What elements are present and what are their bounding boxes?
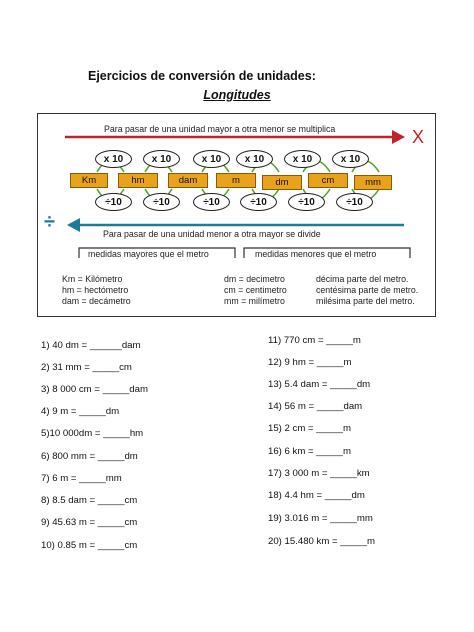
exercise-text: 8.5 dam = _____cm — [52, 495, 138, 506]
exercise-item: 14) 56 m = _____dam — [268, 401, 363, 412]
multiply-oval: x 10 — [95, 150, 132, 168]
exercise-text: 40 dm = ______dam — [52, 340, 141, 351]
multiply-caption: Para pasar de una unidad mayor a otra menor se multiplica — [104, 124, 336, 134]
exercise-text: 9 hm = _____m — [284, 357, 352, 368]
definition-dm: dm = decimetro — [224, 274, 285, 284]
multiply-oval: x 10 — [236, 150, 273, 168]
exercise-text: 5.4 dam = _____dm — [284, 379, 371, 390]
exercise-item: 20) 15.480 km = _____m — [268, 536, 375, 547]
exercise-text: 15.480 km = _____m — [284, 536, 375, 547]
multiply-arrowhead — [392, 130, 405, 144]
exercise-item: 3) 8 000 cm = _____dam — [41, 384, 148, 395]
exercise-item: 7) 6 m = _____mm — [41, 473, 122, 484]
definition-dam: dam = decámetro — [62, 296, 131, 306]
exercise-item: 9) 45.63 m = _____cm — [41, 517, 138, 528]
divide-caption: Para pasar de una unidad menor a otra mayor se divide — [103, 229, 321, 239]
divide-oval: ÷10 — [193, 193, 230, 211]
divide-oval: ÷10 — [336, 193, 373, 211]
definition-mm-meaning: milésima parte del metro. — [316, 296, 415, 306]
exercise-text: 9 m = _____dm — [52, 406, 120, 417]
exercise-text: 770 cm = _____m — [283, 335, 361, 346]
definition-cm: cm = centimetro — [224, 285, 287, 295]
unit-box-dm: dm — [262, 175, 302, 190]
unit-box-hm: hm — [118, 173, 158, 188]
exercise-text: 2 cm = _____m — [284, 423, 351, 434]
multiply-oval: x 10 — [332, 150, 369, 168]
exercise-text: 800 mm = _____dm — [52, 451, 138, 462]
unit-box-m: m — [216, 173, 256, 188]
exercise-item: 5)10 000dm = _____hm — [41, 428, 144, 439]
definition-cm-meaning: centésima parte de metro. — [316, 285, 419, 295]
divide-symbol: ÷ — [44, 211, 55, 233]
unit-box-cm: cm — [308, 173, 348, 188]
less-than-meter-label: medidas menores que el metro — [255, 249, 377, 259]
exercise-item: 11) 770 cm = _____m — [268, 335, 361, 346]
exercise-item: 16) 6 km = _____m — [268, 446, 351, 457]
exercise-item: 4) 9 m = _____dm — [41, 406, 120, 417]
exercise-item: 17) 3 000 m = _____km — [268, 468, 370, 479]
exercise-text: 31 mm = _____cm — [52, 362, 132, 373]
multiply-oval: x 10 — [193, 150, 230, 168]
exercise-text: 8 000 cm = _____dam — [52, 384, 148, 395]
exercise-item: 6) 800 mm = _____dm — [41, 451, 138, 462]
divide-oval: ÷10 — [143, 193, 180, 211]
divide-arrowhead — [67, 218, 80, 232]
exercise-text: 6 km = _____m — [284, 446, 351, 457]
exercise-text: 4.4 hm = _____dm — [284, 490, 365, 501]
exercise-text: 0.85 m = _____cm — [57, 540, 138, 551]
exercise-item: 18) 4.4 hm = _____dm — [268, 490, 365, 501]
exercise-item: 12) 9 hm = _____m — [268, 357, 352, 368]
definition-dm-meaning: décima parte del metro. — [316, 274, 409, 284]
exercise-item: 1) 40 dm = ______dam — [41, 340, 141, 351]
exercise-item: 10) 0.85 m = _____cm — [41, 540, 138, 551]
exercise-item: 19) 3.016 m = _____mm — [268, 513, 373, 524]
exercise-text: 56 m = _____dam — [284, 401, 363, 412]
exercise-item: 2) 31 mm = _____cm — [41, 362, 132, 373]
multiply-oval: x 10 — [284, 150, 321, 168]
divide-oval: ÷10 — [288, 193, 325, 211]
exercise-text: 45.63 m = _____cm — [52, 517, 138, 528]
exercise-item: 15) 2 cm = _____m — [268, 423, 351, 434]
exercise-text: 6 m = _____mm — [52, 473, 122, 484]
multiply-oval: x 10 — [143, 150, 180, 168]
definition-km: Km = Kilómetro — [62, 274, 123, 284]
multiply-symbol: X — [412, 127, 425, 147]
worksheet-title: Ejercicios de conversión de unidades: — [88, 69, 316, 83]
unit-box-mm: mm — [354, 175, 392, 190]
definition-hm: hm = hectómetro — [62, 285, 129, 295]
divide-oval: ÷10 — [240, 193, 277, 211]
unit-box-km: Km — [70, 173, 108, 188]
exercise-item: 8) 8.5 dam = _____cm — [41, 495, 138, 506]
divide-oval: ÷10 — [95, 193, 132, 211]
exercise-text: 10 000dm = _____hm — [49, 428, 144, 439]
exercise-text: 3 000 m = _____km — [284, 468, 370, 479]
worksheet-subtitle: Longitudes — [203, 88, 271, 102]
definition-mm: mm = milímetro — [224, 296, 285, 306]
unit-box-dam: dam — [168, 173, 208, 188]
greater-than-meter-label: medidas mayores que el metro — [88, 249, 209, 259]
exercise-text: 3.016 m = _____mm — [284, 513, 373, 524]
exercise-item: 13) 5.4 dam = _____dm — [268, 379, 371, 390]
